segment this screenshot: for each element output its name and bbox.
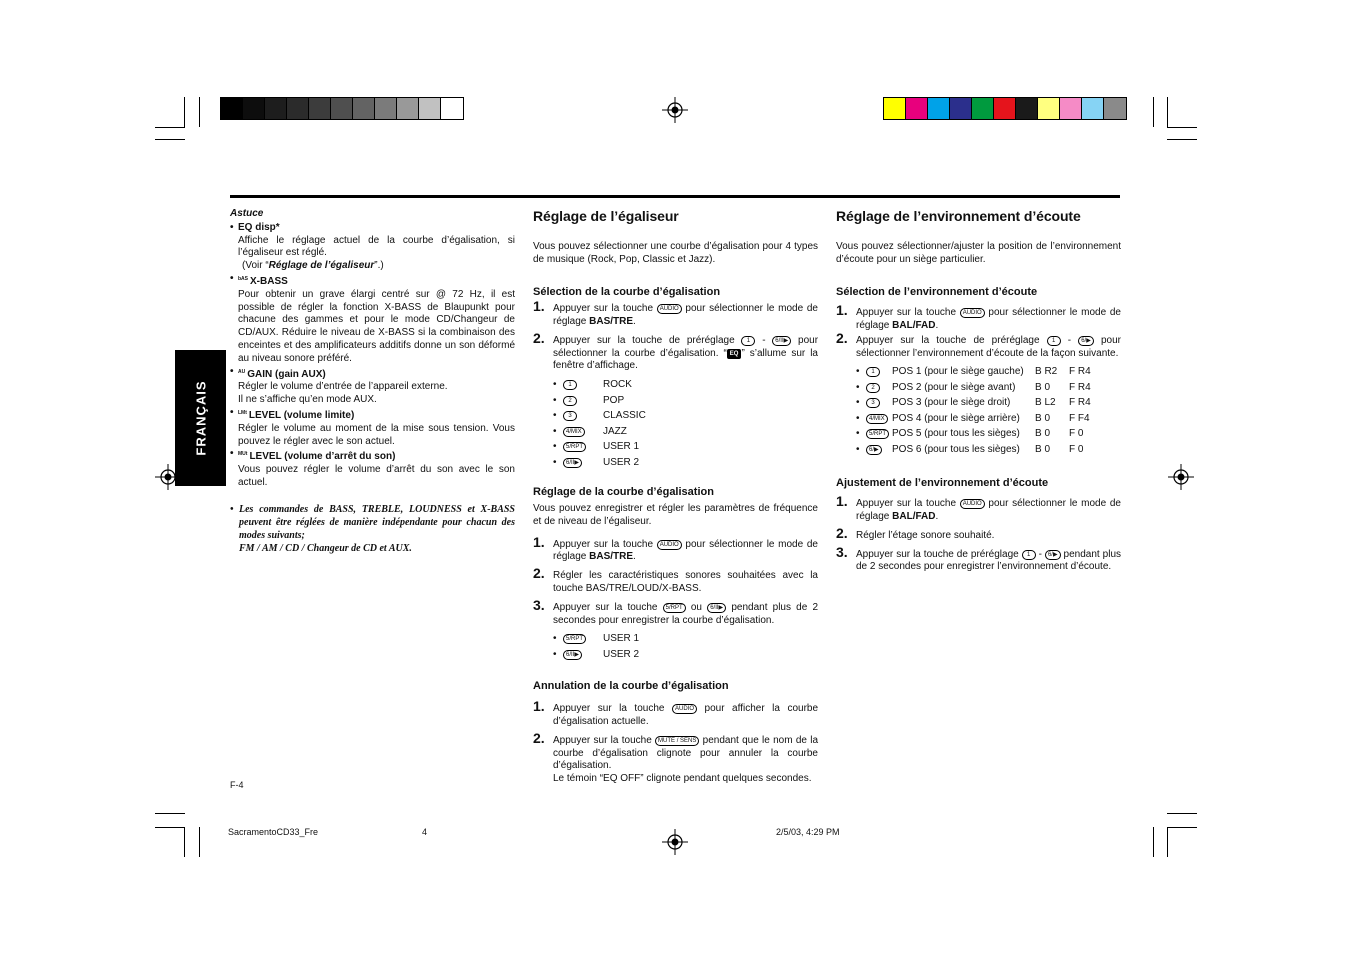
tip-eq-disp-ref: (Voir “Réglage de l’égaliseur”.) [242,260,384,272]
preset-key-icon: • 1 [563,380,577,390]
crop-mark [155,827,185,828]
list-item [856,411,1121,427]
color-swatch [331,98,353,119]
color-swatch [375,98,397,119]
preset-5-key-icon: 5/RPT [663,603,686,613]
tip-eq-disp-title: • EQ disp* [230,222,515,235]
list-item [553,408,818,424]
preset-key-icon: • 6/▶ [866,445,882,455]
tip-level-mute-text: Vous pouvez régler le volume d’arrêt du son avec le son actuel. [238,464,515,488]
preset-key-icon: • 3 [563,411,577,421]
fader-value: F R4 [1069,366,1091,378]
listening-title: Réglage de l’environnement d’écoute [836,208,1081,224]
color-swatch [243,98,265,119]
balance-value: B 0 [1035,428,1051,440]
crop-mark [1167,827,1197,828]
eq-cancel-step-2: 2. Appuyer sur la touche MUTE / SENS pendant que le nom de la courbe d’égalisation clignote pour annuler la courbe d’égalisation. Le témoin “EQ OFF” clignote pendant quelques secondes. [533,729,819,785]
balance-value: B L2 [1035,397,1056,409]
list-item-label: ROCK [603,379,632,391]
registration-mark-icon [1168,464,1194,490]
color-swatch [1082,98,1104,119]
tip-gain-text2: Il ne s’affiche qu’en mode AUX. [238,394,377,406]
file-page-number: 4 [422,827,428,837]
crop-mark [1153,827,1154,857]
preset-6-key-icon: 6/▶ [1078,336,1094,346]
preset-key-icon: • 2 [866,383,880,393]
equalizer-intro: Vous pouvez sélectionner une courbe d’égalisation pour 4 types de musique (Rock, Pop, Classic et Jazz). [533,240,818,265]
crop-mark [184,827,185,857]
list-item [856,442,1121,458]
eq-adjust-intro: Vous pouvez enregistrer et régler les paramètres de fréquence et de niveau de l’égaliseur. [533,502,818,527]
listening-select-step-2: 2. Appuyer sur la touche de préréglage 1 - 6/▶ pour sélectionner l’environnement d’écoute de la façon suivante. [836,329,1121,359]
equalizer-column [533,210,818,786]
listening-select-heading: Sélection de l’environnement d’écoute [836,286,1038,299]
color-swatch [397,98,419,119]
tip-xbass-title: • $^{bAS}$ X-BASS [230,273,515,289]
header-rule [230,195,1120,198]
print-date: 2/5/03, 4:29 PM [776,827,840,837]
color-swatch [309,98,331,119]
crop-mark [1167,827,1168,857]
list-item-label: POS 4 (pour le siège arrière) [892,412,1020,424]
list-item-label: POS 3 (pour le siège droit) [892,397,1011,409]
tips-column [230,208,515,555]
listening-adjust-heading: Ajustement de l’environnement d’écoute [836,477,1049,490]
list-item [553,455,818,471]
tip-eq-disp-text: Affiche le réglage actuel de la courbe d’égalisation, si l’égaliseur est réglé. [238,234,515,259]
crop-mark [184,97,185,127]
list-item-label: POS 5 (pour tous les sièges) [892,428,1020,440]
process-color-bar [883,97,1127,120]
tip-level-limit-text: Régler le volume au moment de la mise sous tension. Vous pouvez le régler avec le son actuel. [238,422,515,447]
eq-adjust-step-1: 1. Appuyer sur la touche AUDIO pour sélectionner le mode de réglage BAS/TRE. [533,533,818,563]
crop-mark [1167,139,1197,140]
fader-value: F R4 [1069,397,1091,409]
eq-select-step-1: 1. Appuyer sur la touche AUDIO pour sélectionner le mode de réglage BAS/TRE. [533,298,818,327]
preset-key-icon: • 5/RPT [563,634,586,644]
tip-xbass-text: Pour obtenir un grave élargi centré sur @ 72 Hz, il est possible de régler la fonction X-BASS de Blaupunkt pour chacune des gammes et pour le mode CD/Changeur de CD/AUX. Réduire le niveau de X-BASS si la combinaison des enceintes et des amplificateurs additifs donne un son déformé au niveau sonore préféré. [238,288,515,364]
eq-user-list [533,631,818,662]
listening-column [836,210,1121,574]
color-swatch [265,98,287,119]
crop-mark [1153,97,1154,127]
color-swatch [1038,98,1060,119]
tip-gain-title: • $^{AU}$ GAIN (gain AUX) [230,366,515,382]
color-swatch [994,98,1016,119]
preset-key-icon: • 5/RPT [866,429,889,439]
audio-key-icon: AUDIO [960,499,985,509]
list-item-label: CLASSIC [603,410,646,422]
eq-adjust-heading: Réglage de la courbe d’égalisation [533,486,714,499]
preset-key-icon: • 5/RPT [563,442,586,452]
crop-mark [155,813,185,814]
balance-value: B 0 [1035,381,1051,393]
audio-key-icon: AUDIO [657,304,682,314]
crop-mark [1167,127,1197,128]
preset-6-key-icon: 6/II▶ [707,603,726,613]
list-item [553,647,818,663]
tip-gain-text: Régler le volume d’entrée de l’appareil externe. [238,381,448,393]
list-item-label: USER 1 [603,633,640,645]
preset-1-key-icon: 1 [1047,336,1061,346]
crop-mark [155,127,185,128]
fader-value: F R4 [1069,381,1091,393]
preset-key-icon: • 6/II▶ [563,650,582,660]
list-item [553,424,818,440]
registration-mark-icon [662,829,688,855]
eq-select-step-2: 2. Appuyer sur la touche de préréglage 1 - 6/II▶ pour sélectionner la courbe d’égalisation. “ EQ ” s’allume sur la fenêtre d’affichage. [533,329,819,372]
crop-mark [1167,97,1168,127]
file-name: SacramentoCD33_Fre [228,827,319,837]
fader-value: F 0 [1069,443,1084,455]
preset-1-key-icon: 1 [1022,550,1036,560]
preset-key-icon: • 3 [866,398,880,408]
preset-key-icon: • 4/MIX [563,427,585,437]
color-swatch [884,98,906,119]
preset-6-key-icon: 6/II▶ [772,336,791,346]
mute-sens-key-icon: MUTE / SENS [655,736,699,746]
listening-adjust-step-3: 3. Appuyer sur la touche de préréglage 1 - 6/▶ pendant plus de 2 secondes pour enregistrer l’environnement d’écoute. [836,543,1122,573]
color-swatch [906,98,928,119]
list-item-label: USER 2 [603,648,640,660]
page-number: F-4 [230,780,244,790]
list-item [856,380,1121,396]
eq-adjust-step-2: 2. Régler les caractéristiques sonores souhaitées avec la touche BAS/TRE/LOUD/X-BASS. [533,565,818,594]
audio-key-icon: AUDIO [960,308,985,318]
gray-color-bar [220,97,464,120]
color-swatch [1016,98,1038,119]
list-item [553,377,818,393]
listening-adjust-step-2: 2. Régler l’étage sonore souhaité. [836,524,995,541]
audio-key-icon: AUDIO [657,540,682,550]
preset-key-icon: • 1 [866,367,880,377]
color-swatch [950,98,972,119]
list-item-label: POS 1 (pour le siège gauche) [892,366,1024,378]
tip-level-mute-title: • $^{MUt}$ LEVEL (volume d’arrêt du son) [230,448,515,464]
color-swatch [972,98,994,119]
audio-key-icon: AUDIO [672,704,697,714]
color-swatch [353,98,375,119]
list-item [553,631,818,647]
balance-value: B 0 [1035,412,1051,424]
list-item [856,426,1121,442]
preset-key-icon: • 6/II▶ [563,458,582,468]
preset-6-key-icon: 6/▶ [1045,550,1061,560]
equalizer-title: Réglage de l’égaliseur [533,208,679,224]
list-item [856,395,1121,411]
listening-select-step-1: 1. Appuyer sur la touche AUDIO pour sélectionner le mode de réglage BAL/FAD. [836,302,1121,331]
balance-value: B R2 [1035,366,1058,378]
color-swatch [419,98,441,119]
color-swatch [928,98,950,119]
eq-preset-list [533,377,818,470]
registration-mark-icon [662,97,688,123]
tip-level-limit-title: • $^{LMt}$ LEVEL (volume limite) [230,407,515,423]
eq-indicator-icon: EQ [727,349,742,359]
list-item-label: POP [603,394,625,406]
eq-select-heading: Sélection de la courbe d’égalisation [533,286,721,299]
list-item-label: JAZZ [603,425,627,437]
list-item [553,439,818,455]
preset-1-key-icon: 1 [741,336,755,346]
list-item-label: USER 1 [603,441,640,453]
balance-value: B 0 [1035,443,1051,455]
preset-key-icon: • 2 [563,396,577,406]
color-swatch [287,98,309,119]
eq-cancel-step-1: 1. Appuyer sur la touche AUDIO pour afficher la courbe d’égalisation actuelle. [533,698,819,727]
fader-value: F 0 [1069,428,1084,440]
color-swatch [1104,98,1126,119]
crop-mark [1167,813,1197,814]
color-swatch [441,98,463,119]
tip-note: • Les commandes de BASS, TREBLE, LOUDNESS et X-BASS peuvent être réglées de manière indépendante pour chacun des modes suivants; FM / AM / CD / Changeur de CD et AUX. [230,503,515,555]
crop-mark [199,827,200,857]
list-item [856,364,1121,380]
listening-intro: Vous pouvez sélectionner/ajuster la position de l’environnement d’écoute pour un siège particulier. [836,240,1121,265]
listening-adjust-step-1: 1. Appuyer sur la touche AUDIO pour sélectionner le mode de réglage BAL/FAD. [836,493,1121,522]
eq-adjust-step-3: 3. Appuyer sur la touche 5/RPT ou 6/II▶ pendant plus de 2 secondes pour enregistrer la courbe d’égalisation. [533,596,819,626]
list-item-label: POS 2 (pour le siège avant) [892,381,1016,393]
list-item-label: USER 2 [603,456,640,468]
crop-mark [155,139,185,140]
color-swatch [221,98,243,119]
position-list [836,364,1121,457]
preset-key-icon: • 4/MIX [866,414,888,424]
language-tab-label: FRANÇAIS [193,380,208,456]
color-swatch [1060,98,1082,119]
eq-cancel-heading: Annulation de la courbe d’égalisation [533,680,729,693]
fader-value: F F4 [1069,412,1090,424]
list-item [553,393,818,409]
crop-mark [199,97,200,127]
tips-heading: Astuce [230,208,264,219]
list-item-label: POS 6 (pour tous les sièges) [892,443,1020,455]
language-tab [175,350,226,486]
